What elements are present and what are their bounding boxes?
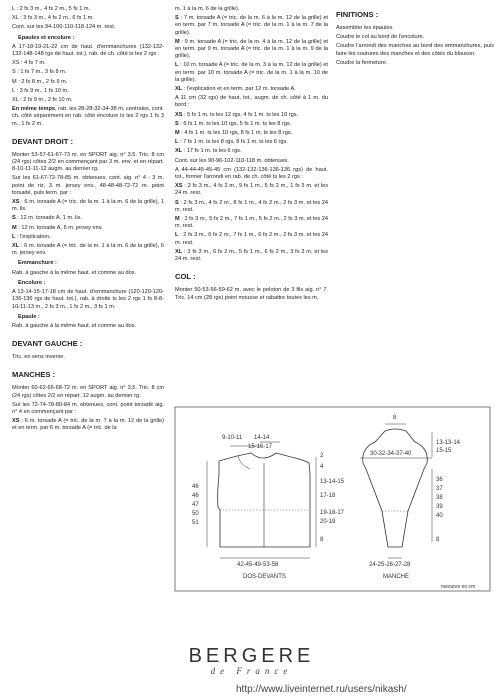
size-label: M xyxy=(12,224,17,231)
text-run: : 9 m. torsade A (= tric. de la m. 4 à la m. 12 de la grille) et en term. par 9 m. torsade A (= tric. de la m. 1 à la m. 9 de la grille). xyxy=(175,38,328,60)
section-subheading: Emmanchure : xyxy=(18,260,57,267)
label: 46 xyxy=(192,493,199,499)
label: 13-13-14 xyxy=(436,440,461,446)
paragraph: Rab. à gauche à la même haut. et comme au dos. xyxy=(12,322,137,329)
size-line xyxy=(12,418,164,432)
text-run: , rab. les 28-28-32-34-38 m. centrales, cont. ch. côté séparément en rab. côté encolure ts les 2 rgs 1 fs 3 m., 1 fs 2 m. xyxy=(12,106,164,127)
text-line: L : 2 fs 3 m., 4 fs 2 m., 5 fs 1 m. xyxy=(12,6,91,12)
text-line: XL : 3 fs 3 m., 4 fs 2 m., 6 fs 1 m. xyxy=(12,15,94,22)
paragraph: A 11 cm (32 rgs) de haut. tot., augm. de ch. côté à 1 m. du bord : xyxy=(175,95,328,109)
label: 39 xyxy=(436,504,443,510)
text-run: : 17 fs 1 m. ts les 6 rgs. xyxy=(182,148,242,155)
text-run: : 12 m. torsade A, 1 m. lis. xyxy=(15,215,82,222)
size-line xyxy=(12,234,164,241)
size-line xyxy=(175,216,328,230)
text-run: : 6 fs 1 m. ts les 10 rgs, 5 fs 1 m. ts les 8 rgs. xyxy=(178,120,292,127)
paragraph: A 13-14-15-17-18 cm de haut. d'emmanchure (120-120-120-136-136 rgs de haut. tot.), rab. à droite ts les 2 rgs 1 fs 8-8-10-11-13 m., 2 fs 3 m., 1 fs 2 m., 3 fs 1 m. xyxy=(12,289,164,310)
label: 46 xyxy=(192,484,199,490)
size-label: XL xyxy=(175,86,183,93)
sleeve-piece xyxy=(360,424,432,558)
text-run: : 2 fs 3 m., 5 fs 2 m., 7 fs 1 m., 5 fs 2 m., 2 fs 3 m. et les 24 m. rest. xyxy=(175,216,328,230)
label: 36 xyxy=(436,477,443,483)
text-run: : 2 fs 3 m., 6 fs 2 m., 7 fs 1 m., 6 fs 2 m., 2 fs 3 m. et les 24 m. rest. xyxy=(175,232,328,246)
size-label: XL xyxy=(175,148,183,155)
text-run: : l'explication. xyxy=(15,233,51,240)
section-heading: FINITIONS : xyxy=(336,10,379,19)
size-line xyxy=(175,139,328,146)
label: 8 xyxy=(393,415,397,421)
paragraph: A 17-18-19-21-22 cm de haut. d'emmanchures (132-132-132-148-148 rgs de haut. tot.), rab. de ch. côté ts les 2 rgs : xyxy=(12,43,164,58)
text-run: : 2 fs 3 m., 4 fs 2 m., 8 fs 1 m., 4 fs 2 m., 2 fs 3 m. et les 24 m. rest. xyxy=(175,199,328,213)
size-line xyxy=(175,130,328,137)
size-label: M xyxy=(175,216,180,223)
text-line: S : 1 fs 7 m., 3 fs 8 m. xyxy=(12,69,67,76)
size-line xyxy=(175,86,328,93)
label: 19-18-17 xyxy=(320,510,345,516)
section-heading: DEVANT GAUCHE : xyxy=(12,339,83,349)
size-label: XS xyxy=(12,199,20,206)
label: 15-16-17 xyxy=(248,444,273,450)
size-label: L xyxy=(175,232,179,239)
size-label: S xyxy=(175,15,179,22)
size-line xyxy=(12,199,164,213)
measurement-diagram xyxy=(170,397,495,597)
paragraph: Monter 60-62-66-68-72 m. en SPORT aig. n° 3,5. Tric. 8 cm (24 rgs) côtes 2/2 en répart. 12 augm. au dernier rg. xyxy=(12,385,164,399)
label: 14-14 xyxy=(254,435,270,441)
text-run: : 6 m. torsade A (= tric. de la m. 7 à la m. 12 de la grille) et en term. par 6 m. torsade A (= tric. de la xyxy=(12,418,164,432)
size-label: L xyxy=(175,62,179,69)
brand-subtitle: de France xyxy=(210,666,293,676)
size-label: M xyxy=(175,130,180,137)
paragraph: A 44-44-45-45-45 cm (132-132-136-136-136 rgs) de haut. tot., former l'arrondi en rab. de ch. côté ts les 2 rgs : xyxy=(175,166,328,181)
text-line: Coudre le col au bord de l'encolure. xyxy=(336,34,425,41)
label: 24-25-26-27-28 xyxy=(369,562,411,568)
size-label: XL xyxy=(175,248,183,255)
label: 37 xyxy=(436,486,443,492)
section-heading: MANCHES : xyxy=(12,370,56,380)
text-line: M : 2 fs 8 m., 2 fs 9 m. xyxy=(12,78,68,85)
label: 9-10-11 xyxy=(222,435,243,441)
note: mesures en cm xyxy=(441,584,476,590)
text-run: : 7 m. torsade A (= tric. de la m. 6 à la m. 12 de la grille) et en term. par 7 m. torsade A (= tric. de la m. 1 à la m. 7 de la grille). xyxy=(175,15,328,36)
label: 50 xyxy=(192,511,199,517)
label: 2 xyxy=(320,453,324,459)
paragraph: Monter 53-57-61-67-73 m. en SPORT aig. n° 3,5. Tric. 8 cm (24 rgs) côtes 2/2 en commençant par 3 m. env. et en répart. 8-10-11-11-12 augm. au dernier rg. xyxy=(12,151,164,173)
sleeve-labels xyxy=(369,415,475,590)
size-line xyxy=(175,249,328,263)
body-piece xyxy=(207,442,316,558)
caption: MANCHE xyxy=(383,574,410,580)
size-line xyxy=(175,112,328,119)
column-1 xyxy=(12,6,164,435)
size-line xyxy=(175,183,328,197)
size-line xyxy=(175,39,328,61)
text-run: : 3 fs 3 m., 6 fs 2 m., 5 fs 1 m., 6 fs 2 m., 3 fs 3 m. et les 24 m. rest. xyxy=(175,248,328,263)
brand-logo xyxy=(0,645,503,676)
label: 8 xyxy=(320,537,324,543)
label: 51 xyxy=(192,520,199,526)
size-line xyxy=(175,62,328,84)
label: 38 xyxy=(436,495,443,501)
label: 40 xyxy=(436,513,443,519)
text-run: : 4 fs 1 m. ts les 10 rgs, 8 fs 1 m. ts les 8 rgs. xyxy=(179,130,293,137)
size-label: L xyxy=(12,233,16,240)
brand-name: BERGERE xyxy=(188,645,315,667)
paragraph: Monter 50-53-56-59-62 m. avec le peloton de 3 fils aig. n° 7. Tric. 14 cm (28 rgs) point mousse et rabattre toutes les m. xyxy=(175,287,328,301)
size-label: XL xyxy=(12,243,20,250)
text-line: Cont. sur les 94-100-110-118-124 m. rest. xyxy=(12,24,116,31)
section-subheading: Encolure : xyxy=(18,279,46,286)
size-label: L xyxy=(175,139,179,146)
text-run: : 6 m. torsade A (= tric. de la m. 1 à la m. 6 de la grille), 1 m. lis. xyxy=(12,199,164,213)
size-line xyxy=(175,15,328,37)
size-label: XS xyxy=(175,183,183,190)
size-label: XS xyxy=(12,418,20,425)
caption: DOS-DEVANTS xyxy=(243,574,286,580)
size-label: S xyxy=(175,199,179,206)
text-line: Coudre l'arrondi des manches au bord des emmanchures, puis faire les coutures des manches et des côtés du blouson. xyxy=(336,43,494,57)
label: 13-14-15 xyxy=(320,479,345,485)
section-subheading: Epaule : xyxy=(18,313,40,320)
text-run: : 6 m. torsade A (= tric. de la m. 1 à la m. 6 de la grille), 6 m. jersey env. xyxy=(12,243,164,257)
paragraph: Sur les 61-67-72-78-85 m. obtenues, cont. aig. n° 4 : 3 m. point de riz, 3 m. jersey env., 48-48-48-72-72 m. point torsadé, puis term. par : xyxy=(12,175,164,196)
size-line xyxy=(12,243,164,257)
text-line: XS : 4 fs 7 m. xyxy=(12,60,46,67)
text-run: : 12 m. torsade A, 6 m. jersey env. xyxy=(16,224,103,231)
watermark-url: http://www.liveinternet.ru/users/nikash/ xyxy=(236,684,407,695)
size-label: XS xyxy=(175,111,183,118)
label: 20-19 xyxy=(320,519,336,525)
label: 15-15 xyxy=(436,448,452,454)
paragraph: Sur les 72-74-78-80-84 m. obtenues, cont. point torsadé aig. n° 4 en commençant par : xyxy=(12,401,164,415)
size-line xyxy=(175,200,328,214)
bold-lead: En même temps xyxy=(12,106,55,113)
size-line xyxy=(175,148,328,155)
text-run: : l'explication et en term. par 12 m. torsade A. xyxy=(182,86,296,93)
text-line: m. 1 à la m. 6 de la grille). xyxy=(175,6,240,12)
section-heading: DEVANT DROIT : xyxy=(12,136,74,146)
section-heading: COL : xyxy=(175,272,196,282)
paragraph: Tric. en sens inverse. xyxy=(12,354,65,361)
text-line: L : 3 fs 9 m., 1 fs 10 m. xyxy=(12,87,69,94)
size-line xyxy=(12,225,164,232)
size-line xyxy=(175,121,328,128)
size-label: S xyxy=(175,120,179,127)
section-subheading: Epaules et encolure : xyxy=(18,34,75,41)
text-run: : 10 m. torsade A (= tric. de la m. 3 à la m. 12 de la grille) et en term. par 10 m. torsade A (= tric. de la m. 1 à la m. 10 de la grille). xyxy=(175,62,328,83)
size-line xyxy=(175,232,328,246)
label: 17-18 xyxy=(320,493,336,499)
label: 47 xyxy=(192,502,199,508)
column-3 xyxy=(336,6,494,69)
text-run: : 3 fs 3 m., 4 fs 2 m., 9 fs 1 m., 5 fs 2 m., 1 fs 3 m. et les 24 m. rest. xyxy=(175,183,328,197)
text-run: : 5 fs 1 m. ts les 12 rgs, 4 fs 1 m. ts les 10 rgs. xyxy=(182,111,299,118)
label: 8 xyxy=(436,537,440,543)
size-label: S xyxy=(12,215,16,222)
label: 42-45-49-53-58 xyxy=(237,562,279,568)
size-label: M xyxy=(175,38,180,45)
size-line xyxy=(12,215,164,222)
text-run: : 7 fs 1 m. ts les 8 rgs, 8 fs 1 m. ts les 6 rgs. xyxy=(178,139,288,146)
label: 30-32-34-37-40 xyxy=(370,451,412,457)
paragraph: Rab. à gauche à la même haut. et comme au dos. xyxy=(12,269,137,276)
text-line: XL : 2 fs 9 m., 2 fs 10 m. xyxy=(12,97,73,104)
text-line: Coudre la fermeture. xyxy=(336,59,388,66)
text-line: Assembler les épaules. xyxy=(336,25,394,31)
label: 4 xyxy=(320,464,324,470)
column-2 xyxy=(175,6,328,304)
paragraph: Cont. sur les 90-96-102-110-118 m. obtenues. xyxy=(175,157,289,164)
paragraph xyxy=(12,106,164,128)
